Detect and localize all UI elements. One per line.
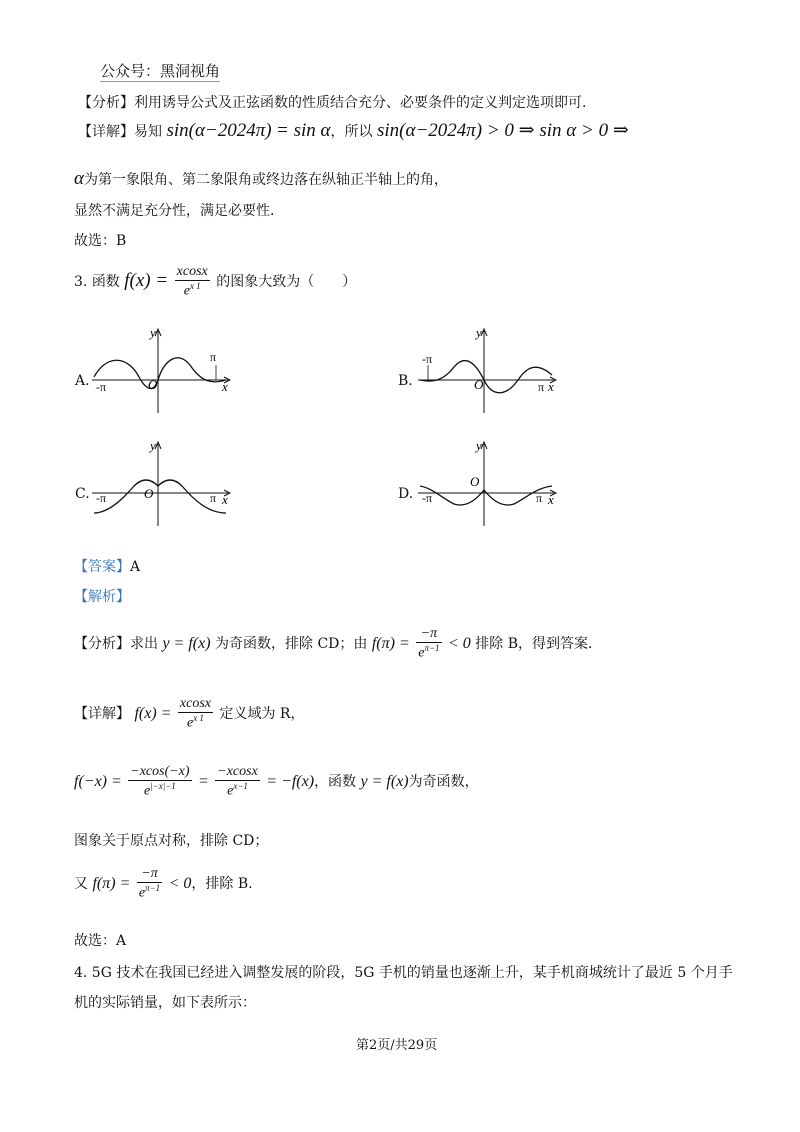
again-lead: 又 bbox=[74, 875, 88, 892]
again-f: f(π) = bbox=[92, 874, 131, 892]
detail-lead: 易知 bbox=[134, 124, 162, 140]
right-tick-label: π bbox=[210, 491, 217, 505]
origin-label: O bbox=[144, 486, 154, 501]
x-axis-label: x bbox=[548, 492, 554, 507]
detail-tag: 【详解】 bbox=[74, 705, 130, 722]
q3-trail: 的图象大致为（ ） bbox=[216, 273, 357, 290]
q4-line2: 机的实际销量，如下表所示： bbox=[74, 995, 256, 1011]
q3-odd bbox=[74, 764, 479, 800]
again-num: −π bbox=[137, 866, 162, 883]
detail-eq2: sin(α−2024π) > 0 ⇒ sin α > 0 ⇒ bbox=[376, 120, 629, 141]
q3-statement bbox=[74, 264, 356, 300]
left-tick-label: -π bbox=[422, 352, 433, 366]
y-axis-label: y bbox=[476, 325, 482, 340]
analysis-den: e bbox=[418, 645, 425, 661]
q3-final-answer: 故选：A bbox=[74, 933, 127, 949]
analysis-b: 为奇函数，排除 CD；由 bbox=[215, 635, 368, 652]
q3-fraction bbox=[175, 264, 210, 300]
option-b-label: B. bbox=[398, 373, 413, 389]
page-number: 第2页/共29页 bbox=[356, 1038, 438, 1053]
detail-eq1-lhs: sin(α−2024π) bbox=[166, 120, 272, 141]
option-a-graph[interactable] bbox=[88, 325, 238, 415]
x-axis-label: x bbox=[222, 379, 228, 394]
right-tick-label: π bbox=[538, 380, 545, 394]
left-tick-label: -π bbox=[422, 491, 433, 505]
detail-sep: ，所以 bbox=[330, 124, 373, 140]
q3-frac-exp: x 1 bbox=[189, 281, 201, 292]
analysis-fraction bbox=[416, 626, 441, 662]
q3-number: 3. bbox=[74, 273, 88, 290]
answer-tag: 【答案】 bbox=[74, 559, 130, 575]
odd-den-2: e bbox=[227, 783, 234, 799]
y-axis-label: y bbox=[150, 325, 156, 340]
odd-text-f: y = f(x) bbox=[360, 772, 409, 790]
q3-frac-num: xcosx bbox=[175, 264, 210, 281]
alpha-symbol: α bbox=[74, 168, 84, 189]
again-lt: < 0 bbox=[168, 874, 192, 892]
odd-text-a: ，函数 bbox=[314, 773, 357, 790]
odd-lhs: f(−x) = bbox=[74, 772, 122, 790]
option-a-label: A. bbox=[75, 373, 90, 389]
origin-label: O bbox=[474, 377, 484, 392]
y-axis-label: y bbox=[150, 438, 156, 453]
x-axis-label: x bbox=[548, 379, 554, 394]
q4-line1: 4. 5G 技术在我国已经进入调整发展的阶段，5G 手机的销量也逐渐上升，某手机商城统计了最近 5 个月手 bbox=[74, 965, 733, 981]
q2-line3 bbox=[74, 168, 448, 190]
analysis-tag: 【分析】 bbox=[78, 95, 134, 111]
q2-line4: 显然不满足充分性，满足必要性. bbox=[74, 203, 275, 219]
q2-analysis bbox=[78, 92, 586, 112]
analysis-c: 排除 B，得到答案. bbox=[475, 635, 593, 652]
option-c-label: C. bbox=[75, 486, 90, 502]
option-d-label: D. bbox=[398, 486, 414, 502]
q3-f: f(x) = bbox=[124, 269, 169, 291]
line3-text: 为第一象限角、第二象限角或终边落在纵轴正半轴上的角， bbox=[83, 172, 448, 188]
again-fraction bbox=[137, 866, 162, 902]
detail-fraction bbox=[178, 696, 213, 732]
analysis-tag: 【分析】 bbox=[74, 635, 130, 652]
explain-tag: 【解析】 bbox=[74, 589, 130, 605]
answer-value: A bbox=[130, 559, 141, 575]
odd-den-1: e bbox=[144, 783, 151, 799]
left-tick-label: -π bbox=[96, 380, 107, 394]
right-tick-label: π bbox=[210, 350, 217, 364]
odd-fraction-2 bbox=[215, 764, 260, 800]
again-text: ，排除 B. bbox=[191, 875, 253, 892]
symm-text: 图象关于原点对称，排除 CD； bbox=[74, 833, 269, 849]
detail-num: xcosx bbox=[178, 696, 213, 713]
analysis-text: 利用诱导公式及正弦函数的性质结合充分、必要条件的定义判定选项即可. bbox=[134, 95, 587, 111]
odd-text-b: 为奇函数， bbox=[408, 773, 479, 790]
q3-frac-den: e bbox=[183, 283, 190, 299]
detail-eq1-rhs: = sin α bbox=[276, 120, 331, 141]
again-den: e bbox=[138, 885, 146, 901]
analysis-f: y = f(x) bbox=[162, 634, 211, 652]
odd-rhs: = −f(x) bbox=[266, 772, 315, 790]
analysis-num: −π bbox=[416, 626, 441, 643]
analysis-fpi: f(π) = bbox=[371, 634, 410, 652]
q3-analysis bbox=[74, 626, 592, 662]
q2-detail bbox=[78, 120, 629, 143]
odd-den-2-exp: x−1 bbox=[233, 781, 248, 792]
origin-label: O bbox=[148, 377, 158, 392]
option-c-graph[interactable] bbox=[88, 438, 238, 528]
q2-answer: 故选：B bbox=[74, 233, 127, 249]
detail-den: e bbox=[186, 715, 194, 731]
again-den-exp: π−1 bbox=[145, 883, 161, 894]
q3-lead: 函数 bbox=[91, 273, 120, 290]
option-d-graph[interactable] bbox=[414, 438, 564, 528]
odd-eq: = bbox=[198, 772, 209, 790]
analysis-a: 求出 bbox=[130, 635, 158, 652]
odd-den-1-exp: |−x|−1 bbox=[150, 781, 176, 792]
q3-answer bbox=[74, 556, 140, 576]
q3-detail bbox=[74, 696, 304, 732]
detail-domain: 定义域为 R， bbox=[219, 705, 305, 722]
y-axis-label: y bbox=[476, 438, 482, 453]
analysis-den-exp: π−1 bbox=[424, 643, 440, 654]
odd-num-2: −xcosx bbox=[215, 764, 260, 781]
watermark: 公众号：黑洞视角 bbox=[100, 62, 221, 80]
q3-again bbox=[74, 866, 253, 902]
detail-tag: 【详解】 bbox=[78, 124, 134, 140]
detail-den-exp: x 1 bbox=[193, 713, 204, 724]
detail-f: f(x) = bbox=[134, 704, 172, 722]
odd-num-1: −xcos(−x) bbox=[128, 764, 191, 781]
right-tick-label: π bbox=[536, 491, 543, 505]
origin-label: O bbox=[470, 474, 480, 489]
x-axis-label: x bbox=[222, 492, 228, 507]
option-b-graph[interactable] bbox=[414, 325, 564, 415]
analysis-lt: < 0 bbox=[448, 634, 471, 652]
odd-fraction-1 bbox=[128, 764, 191, 800]
left-tick-label: -π bbox=[96, 491, 107, 505]
